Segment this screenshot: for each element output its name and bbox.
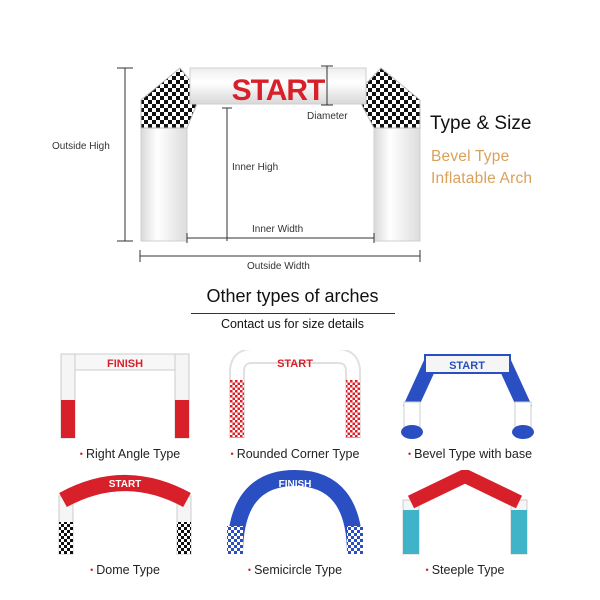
bevel-type-subtitle: Bevel Type [431, 148, 510, 165]
caption-right-angle: • Right Angle Type [79, 447, 181, 461]
arch-thumb-text: START [108, 479, 142, 490]
bullet-icon: • [407, 449, 412, 459]
right-leg [374, 120, 420, 241]
bullet-icon: • [230, 449, 234, 459]
type-size-title: Type & Size [430, 113, 532, 134]
other-types-title: Other types of arches [206, 286, 379, 306]
arch-thumb-steeple [395, 470, 535, 555]
hero-arch-text: START [231, 74, 325, 107]
inner-high-label: Inner High [232, 162, 279, 173]
caption-rounded-corner: • Rounded Corner Type [230, 447, 360, 461]
arch-thumb-bevel-base [395, 350, 540, 440]
inner-width-label: Inner Width [252, 224, 304, 235]
bullet-icon: • [90, 565, 94, 575]
outside-high-label: Outside High [52, 141, 110, 152]
caption-steeple: • Steeple Type [425, 563, 505, 577]
caption-bevel-base: • Bevel Type with base [407, 447, 533, 461]
bullet-icon: • [247, 565, 252, 575]
diameter-label: Diameter [307, 111, 348, 122]
title-divider [191, 313, 395, 314]
arch-thumb-right-angle [55, 350, 195, 440]
arch-thumb-dome [55, 470, 195, 555]
bullet-icon: • [79, 449, 83, 459]
arch-thumb-text: FINISH [278, 479, 312, 490]
arch-thumb-semicircle [225, 470, 365, 555]
contact-subtitle: Contact us for size details [220, 317, 365, 331]
bullet-icon: • [425, 565, 429, 575]
arch-thumb-rounded-corner [225, 350, 365, 440]
caption-dome: • Dome Type [90, 563, 160, 577]
inflatable-arch-subtitle: Inflatable Arch [431, 170, 533, 187]
left-leg [141, 120, 187, 241]
caption-semicircle: • Semicircle Type [247, 563, 343, 577]
arch-thumb-text: START [449, 360, 485, 372]
arch-thumb-text: START [277, 358, 313, 370]
arch-thumb-text: FINISH [106, 358, 144, 370]
outside-width-label: Outside Width [247, 261, 310, 272]
